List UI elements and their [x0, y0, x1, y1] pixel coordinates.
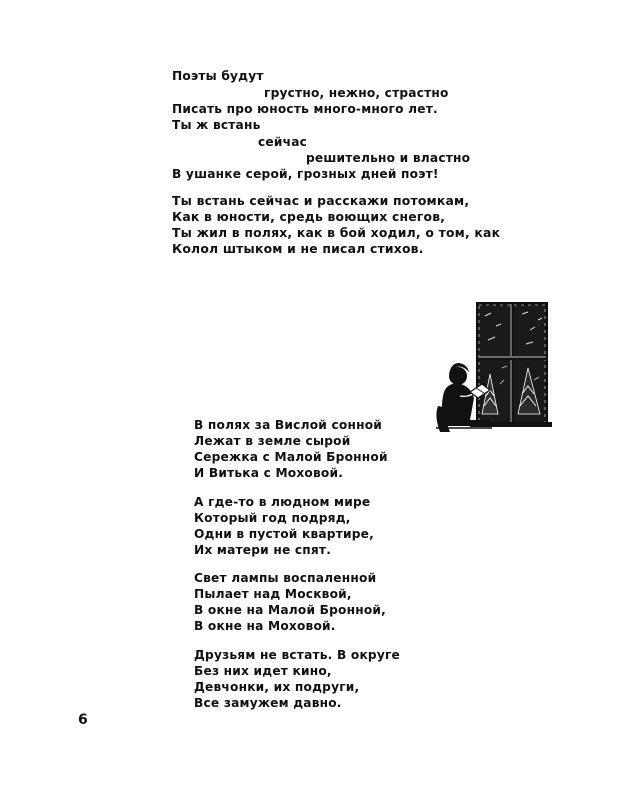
poem-line: Ты встань сейчас и расскажи потомкам,	[172, 193, 470, 208]
poem-line: В окне на Малой Бронной,	[194, 603, 386, 617]
poem-line: В ушанке серой, грозных дней поэт!	[172, 167, 439, 181]
poem-line: Девчонки, их подруги,	[194, 680, 360, 694]
poem-line: Сережка с Малой Бронной	[194, 450, 388, 464]
poem-line: Их матери не спят.	[194, 543, 332, 557]
poem-line: Ты ж встань	[172, 118, 261, 132]
poem-line: Без них идет кино,	[194, 664, 332, 678]
poem-line: В полях за Вислой сонной	[194, 418, 383, 432]
poem-line: грустно, нежно, страстно	[264, 86, 449, 100]
poem-line: Лежат в земле сырой	[194, 434, 351, 448]
page-number: 6	[78, 712, 88, 728]
poem-line: решительно и властно	[306, 151, 471, 165]
poem-line: Писать про юность много-много лет.	[172, 102, 438, 116]
poem-line: И Витька с Моховой.	[194, 466, 344, 480]
poem-line: Все замужем давно.	[194, 696, 342, 710]
poem-line: Который год подряд,	[194, 511, 351, 525]
poem-line: Колол штыком и не писал стихов.	[172, 241, 424, 256]
poem-line: В окне на Моховой.	[194, 619, 336, 633]
poem-line: Как в юности, средь воющих снегов,	[172, 209, 446, 224]
poem-line: Свет лампы воспаленной	[194, 571, 377, 585]
poem-line: Одни в пустой квартире,	[194, 527, 374, 541]
poem-line: Пылает над Москвой,	[194, 587, 352, 601]
poem-line: Поэты будут	[172, 69, 264, 83]
poem-line: Ты жил в полях, как в бой ходил, о том, как	[172, 225, 501, 240]
poem-line: А где-то в людном мире	[194, 495, 371, 509]
woman-at-window-illustration-icon	[430, 296, 558, 436]
poem-line: Друзьям не встать. В округе	[194, 648, 401, 662]
poem-line: сейчас	[258, 135, 308, 149]
